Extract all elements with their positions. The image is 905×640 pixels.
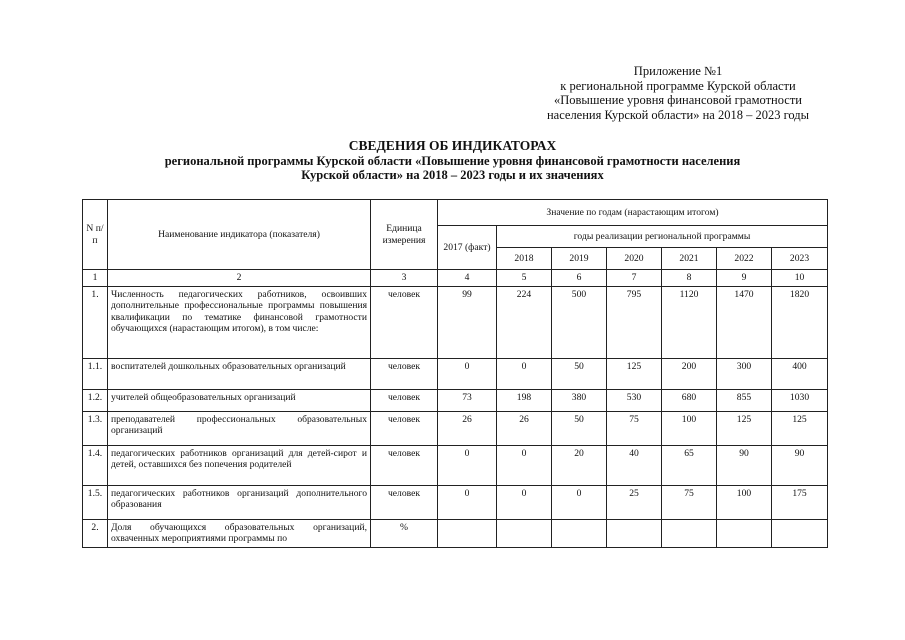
row-value: 75 <box>662 485 717 519</box>
row-value: 0 <box>552 485 607 519</box>
title-line: региональной программы Курской области «Повышение уровня финансовой грамотности населения <box>164 153 741 168</box>
header-base-year: 2017 (факт) <box>438 226 497 270</box>
col-number: 6 <box>552 270 607 287</box>
row-unit: человек <box>371 485 438 519</box>
table-row <box>83 286 828 358</box>
table-row <box>83 519 828 547</box>
row-value: 90 <box>772 445 828 485</box>
row-num: 1.5. <box>83 485 108 519</box>
row-value: 0 <box>438 485 497 519</box>
row-name: педагогических работников организаций для детей-сирот и детей, оставшихся без попечения родителей <box>108 445 371 485</box>
row-value: 0 <box>438 358 497 389</box>
row-value <box>552 519 607 547</box>
row-value: 40 <box>607 445 662 485</box>
title-line: Курской области» на 2018 – 2023 годы и их значениях <box>301 168 604 182</box>
row-value <box>772 519 828 547</box>
row-value: 125 <box>772 411 828 445</box>
appendix-line: населения Курской области» на 2018 – 2023 годы <box>546 107 810 122</box>
col-number: 10 <box>772 270 828 287</box>
row-name: воспитателей дошкольных образовательных организаций <box>108 358 371 389</box>
row-value: 300 <box>717 358 772 389</box>
table-row <box>83 358 828 389</box>
row-value: 400 <box>772 358 828 389</box>
row-value: 530 <box>607 389 662 411</box>
row-value: 380 <box>552 389 607 411</box>
row-name: учителей общеобразовательных организаций <box>108 389 371 411</box>
row-value: 125 <box>717 411 772 445</box>
row-value: 0 <box>438 445 497 485</box>
row-value <box>497 519 552 547</box>
row-value: 198 <box>497 389 552 411</box>
row-value: 26 <box>497 411 552 445</box>
header-unit: Единица измерения <box>371 200 438 270</box>
col-number: 2 <box>108 270 371 287</box>
appendix-line: к региональной программе Курской области <box>560 78 796 93</box>
row-value: 26 <box>438 411 497 445</box>
col-number: 4 <box>438 270 497 287</box>
row-value: 1470 <box>717 286 772 358</box>
row-value: 25 <box>607 485 662 519</box>
row-value: 99 <box>438 286 497 358</box>
row-value: 0 <box>497 358 552 389</box>
row-value: 0 <box>497 445 552 485</box>
header-year: 2021 <box>662 248 717 270</box>
col-number: 9 <box>717 270 772 287</box>
row-value: 200 <box>662 358 717 389</box>
row-value: 1820 <box>772 286 828 358</box>
header-program-years: годы реализации региональной программы <box>497 226 828 248</box>
row-unit: человек <box>371 445 438 485</box>
appendix-line: Приложение №1 <box>633 64 723 78</box>
row-name: Численность педагогических работников, освоивших дополнительные профессиональные программы повышения квалификации по тематике финансовой грамотности обучающихся (нарастающим итогом), в том числе: <box>108 286 371 358</box>
document-title <box>120 139 785 183</box>
row-num: 1. <box>83 286 108 358</box>
row-value: 855 <box>717 389 772 411</box>
row-unit: человек <box>371 389 438 411</box>
row-value: 90 <box>717 445 772 485</box>
row-unit: человек <box>371 358 438 389</box>
row-num: 1.2. <box>83 389 108 411</box>
table-row <box>83 389 828 411</box>
row-value <box>438 519 497 547</box>
col-number: 3 <box>371 270 438 287</box>
row-value: 20 <box>552 445 607 485</box>
row-num: 1.4. <box>83 445 108 485</box>
table-row <box>83 445 828 485</box>
header-name: Наименование индикатора (показателя) <box>108 200 371 270</box>
row-name: педагогических работников организаций дополнительного образования <box>108 485 371 519</box>
appendix-block <box>543 64 813 122</box>
row-value: 65 <box>662 445 717 485</box>
col-number: 5 <box>497 270 552 287</box>
row-value: 1030 <box>772 389 828 411</box>
row-value <box>662 519 717 547</box>
row-value: 1120 <box>662 286 717 358</box>
header-year: 2018 <box>497 248 552 270</box>
row-value: 0 <box>497 485 552 519</box>
indicators-table <box>82 199 828 548</box>
header-year: 2019 <box>552 248 607 270</box>
col-number: 8 <box>662 270 717 287</box>
row-value: 100 <box>717 485 772 519</box>
row-value: 125 <box>607 358 662 389</box>
row-value: 224 <box>497 286 552 358</box>
row-unit: человек <box>371 286 438 358</box>
header-year: 2023 <box>772 248 828 270</box>
appendix-line: «Повышение уровня финансовой грамотности <box>554 93 802 107</box>
row-unit: % <box>371 519 438 547</box>
row-num: 1.1. <box>83 358 108 389</box>
header-num: N п/п <box>83 200 108 270</box>
row-value: 50 <box>552 358 607 389</box>
row-name: Доля обучающихся образовательных организаций, охваченных мероприятиями программы по <box>108 519 371 547</box>
row-value: 100 <box>662 411 717 445</box>
header-year: 2020 <box>607 248 662 270</box>
row-value: 50 <box>552 411 607 445</box>
row-value: 500 <box>552 286 607 358</box>
header-values-group: Значение по годам (нарастающим итогом) <box>438 200 828 226</box>
column-number-row <box>83 270 828 287</box>
row-unit: человек <box>371 411 438 445</box>
title-main: СВЕДЕНИЯ ОБ ИНДИКАТОРАХ <box>348 138 557 153</box>
header-year: 2022 <box>717 248 772 270</box>
col-number: 7 <box>607 270 662 287</box>
row-value: 175 <box>772 485 828 519</box>
row-value: 680 <box>662 389 717 411</box>
row-num: 1.3. <box>83 411 108 445</box>
row-value: 75 <box>607 411 662 445</box>
row-value <box>717 519 772 547</box>
row-value <box>607 519 662 547</box>
row-num: 2. <box>83 519 108 547</box>
row-value: 795 <box>607 286 662 358</box>
table-row <box>83 411 828 445</box>
table-row <box>83 485 828 519</box>
row-name: преподавателей профессиональных образовательных организаций <box>108 411 371 445</box>
col-number: 1 <box>83 270 108 287</box>
row-value: 73 <box>438 389 497 411</box>
